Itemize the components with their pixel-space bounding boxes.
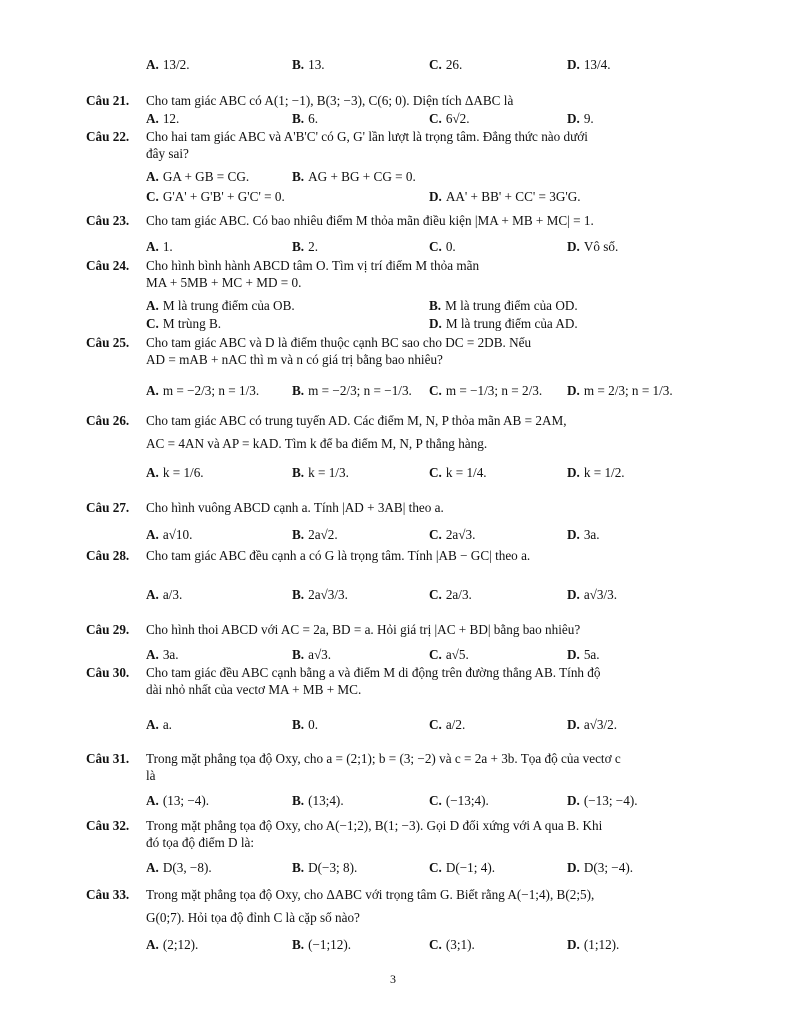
options-27 bbox=[146, 526, 716, 544]
option-d: D. 3a. bbox=[567, 527, 600, 542]
option-c: C. m = −1/3; n = 2/3. bbox=[429, 383, 543, 398]
option-b: B. a√3. bbox=[292, 647, 332, 662]
question-26 bbox=[86, 412, 708, 452]
question-text-line-2: AD = mAB + nAC thì m và n có giá trị bằng bao nhiêu? bbox=[146, 352, 443, 367]
question-label: Câu 24. bbox=[86, 258, 130, 273]
option-c: C. a√5. bbox=[429, 647, 469, 662]
question-27 bbox=[86, 499, 708, 516]
question-label: Câu 28. bbox=[86, 548, 130, 563]
option-d: D. AA' + BB' + CC' = 3G'G. bbox=[429, 189, 581, 204]
option-b: B. k = 1/3. bbox=[292, 465, 349, 480]
options-32 bbox=[146, 859, 716, 877]
option-b: B. AG + BG + CG = 0. bbox=[292, 169, 416, 184]
option-c: C. (3;1). bbox=[429, 937, 475, 952]
question-text-line-2: đó tọa độ điểm D là: bbox=[146, 835, 255, 850]
option-d: D. Vô số. bbox=[567, 239, 619, 254]
option-c: C. a/2. bbox=[429, 717, 466, 732]
question-label: Câu 31. bbox=[86, 751, 130, 766]
option-d: D. m = 2/3; n = 1/3. bbox=[567, 383, 673, 398]
option-d: D. a√3/3. bbox=[567, 587, 618, 602]
question-text: Cho tam giác ABC có A(1; −1), B(3; −3), C(6; 0). Diện tích ΔABC là bbox=[146, 93, 514, 108]
option-d: D. 13/4. bbox=[567, 57, 611, 72]
question-text: Cho tam giác đều ABC cạnh bằng a và điểm M di động trên đường thẳng AB. Tính độ bbox=[146, 665, 601, 680]
option-a: A. a/3. bbox=[146, 587, 183, 602]
options-24-row1 bbox=[146, 297, 716, 315]
option-a: A. m = −2/3; n = 1/3. bbox=[146, 383, 260, 398]
options-31 bbox=[146, 792, 716, 810]
question-text-line-2: đây sai? bbox=[146, 146, 189, 161]
option-c: C. (−13;4). bbox=[429, 793, 489, 808]
question-32 bbox=[86, 817, 708, 851]
options-25 bbox=[146, 382, 716, 400]
question-28 bbox=[86, 547, 708, 564]
question-text: Cho tam giác ABC đều cạnh a có G là trọng tâm. Tính |AB − GC| theo a. bbox=[146, 548, 531, 563]
option-d: D. 5a. bbox=[567, 647, 600, 662]
option-b: B. 2. bbox=[292, 239, 318, 254]
option-c: C. 6√2. bbox=[429, 111, 470, 126]
option-a: A. 13/2. bbox=[146, 57, 190, 72]
question-text: Cho hai tam giác ABC và A'B'C' có G, G' lần lượt là trọng tâm. Đẳng thức nào dưới bbox=[146, 129, 588, 144]
option-a: A. k = 1/6. bbox=[146, 465, 204, 480]
options-30 bbox=[146, 716, 716, 734]
options-21 bbox=[146, 110, 716, 128]
option-d: D. (1;12). bbox=[567, 937, 620, 952]
options-22-row1 bbox=[146, 168, 716, 186]
question-22 bbox=[86, 128, 708, 162]
option-b: B. M là trung điểm của OD. bbox=[429, 298, 578, 313]
option-b: B. (−1;12). bbox=[292, 937, 352, 952]
question-23 bbox=[86, 212, 708, 229]
option-c: C. 26. bbox=[429, 57, 463, 72]
question-text: Cho tam giác ABC có trung tuyến AD. Các điểm M, N, P thỏa mãn AB = 2AM, bbox=[146, 413, 567, 428]
option-a: A. (2;12). bbox=[146, 937, 199, 952]
question-label: Câu 33. bbox=[86, 887, 130, 902]
options-23 bbox=[146, 238, 716, 256]
question-text: Trong mặt phẳng tọa độ Oxy, cho ΔABC với trọng tâm G. Biết rằng A(−1;4), B(2;5), bbox=[146, 887, 595, 902]
options-22-row2 bbox=[146, 188, 716, 206]
question-29 bbox=[86, 621, 708, 638]
option-d: D. a√3/2. bbox=[567, 717, 618, 732]
options-24-row2 bbox=[146, 315, 716, 333]
question-text: Trong mặt phẳng tọa độ Oxy, cho A(−1;2), B(1; −3). Gọi D đối xứng với A qua B. Khi bbox=[146, 818, 603, 833]
option-c: C. 2a√3. bbox=[429, 527, 476, 542]
question-text-line-2: AC = 4AN và AP = kAD. Tìm k để ba điểm M, N, P thẳng hàng. bbox=[146, 436, 488, 451]
question-31 bbox=[86, 750, 708, 784]
option-a: A. 1. bbox=[146, 239, 173, 254]
option-a: A. 3a. bbox=[146, 647, 179, 662]
question-21 bbox=[86, 92, 708, 109]
question-label: Câu 32. bbox=[86, 818, 130, 833]
top-options-row bbox=[146, 56, 716, 74]
question-25 bbox=[86, 334, 708, 368]
option-d: D. D(3; −4). bbox=[567, 860, 634, 875]
option-d: D. k = 1/2. bbox=[567, 465, 625, 480]
option-a: A. a. bbox=[146, 717, 172, 732]
option-b: B. 0. bbox=[292, 717, 318, 732]
question-30 bbox=[86, 664, 708, 698]
option-b: B. 13. bbox=[292, 57, 325, 72]
option-c: C. 0. bbox=[429, 239, 456, 254]
question-text: Cho hình vuông ABCD cạnh a. Tính |AD + 3AB| theo a. bbox=[146, 500, 444, 515]
question-24 bbox=[86, 257, 708, 291]
option-a: A. GA + GB = CG. bbox=[146, 169, 250, 184]
option-d: D. 9. bbox=[567, 111, 594, 126]
option-c: C. M trùng B. bbox=[146, 316, 222, 331]
option-b: B. 2a√2. bbox=[292, 527, 338, 542]
question-text: Cho hình thoi ABCD với AC = 2a, BD = a. Hỏi giá trị |AC + BD| bằng bao nhiêu? bbox=[146, 622, 581, 637]
option-a: A. M là trung điểm của OB. bbox=[146, 298, 295, 313]
question-label: Câu 29. bbox=[86, 622, 130, 637]
option-d: D. M là trung điểm của AD. bbox=[429, 316, 578, 331]
option-c: C. D(−1; 4). bbox=[429, 860, 496, 875]
option-a: A. 12. bbox=[146, 111, 180, 126]
question-text-line-2: là bbox=[146, 768, 156, 783]
option-a: A. D(3, −8). bbox=[146, 860, 212, 875]
question-label: Câu 21. bbox=[86, 93, 130, 108]
page-number: 3 bbox=[390, 972, 396, 986]
question-33 bbox=[86, 886, 708, 926]
question-label: Câu 25. bbox=[86, 335, 130, 350]
question-text: Cho tam giác ABC và D là điểm thuộc cạnh BC sao cho DC = 2DB. Nếu bbox=[146, 335, 532, 350]
options-26 bbox=[146, 464, 716, 482]
options-28 bbox=[146, 586, 716, 604]
question-text-line-2: dài nhỏ nhất của vectơ MA + MB + MC. bbox=[146, 682, 362, 697]
option-b: B. 6. bbox=[292, 111, 318, 126]
options-33 bbox=[146, 936, 716, 954]
question-label: Câu 22. bbox=[86, 129, 130, 144]
option-d: D. (−13; −4). bbox=[567, 793, 638, 808]
question-text-line-2: G(0;7). Hỏi tọa độ đỉnh C là cặp số nào? bbox=[146, 910, 360, 925]
question-label: Câu 27. bbox=[86, 500, 130, 515]
option-a: A. a√10. bbox=[146, 527, 193, 542]
option-b: B. D(−3; 8). bbox=[292, 860, 358, 875]
question-text: Cho tam giác ABC. Có bao nhiêu điểm M thỏa mãn điều kiện |MA + MB + MC| = 1. bbox=[146, 213, 594, 228]
option-c: C. 2a/3. bbox=[429, 587, 472, 602]
question-text-line-2: MA + 5MB + MC + MD = 0. bbox=[146, 275, 302, 290]
option-a: A. (13; −4). bbox=[146, 793, 210, 808]
option-b: B. (13;4). bbox=[292, 793, 344, 808]
question-label: Câu 30. bbox=[86, 665, 130, 680]
question-text: Cho hình bình hành ABCD tâm O. Tìm vị trí điểm M thỏa mãn bbox=[146, 258, 480, 273]
options-29 bbox=[146, 646, 716, 664]
option-b: B. 2a√3/3. bbox=[292, 587, 348, 602]
option-b: B. m = −2/3; n = −1/3. bbox=[292, 383, 412, 398]
question-label: Câu 26. bbox=[86, 413, 130, 428]
option-c: C. G'A' + G'B' + G'C' = 0. bbox=[146, 189, 285, 204]
question-label: Câu 23. bbox=[86, 213, 130, 228]
option-c: C. k = 1/4. bbox=[429, 465, 487, 480]
question-text: Trong mặt phẳng tọa độ Oxy, cho a = (2;1); b = (3; −2) và c = 2a + 3b. Tọa độ của vectơ c bbox=[146, 751, 621, 766]
